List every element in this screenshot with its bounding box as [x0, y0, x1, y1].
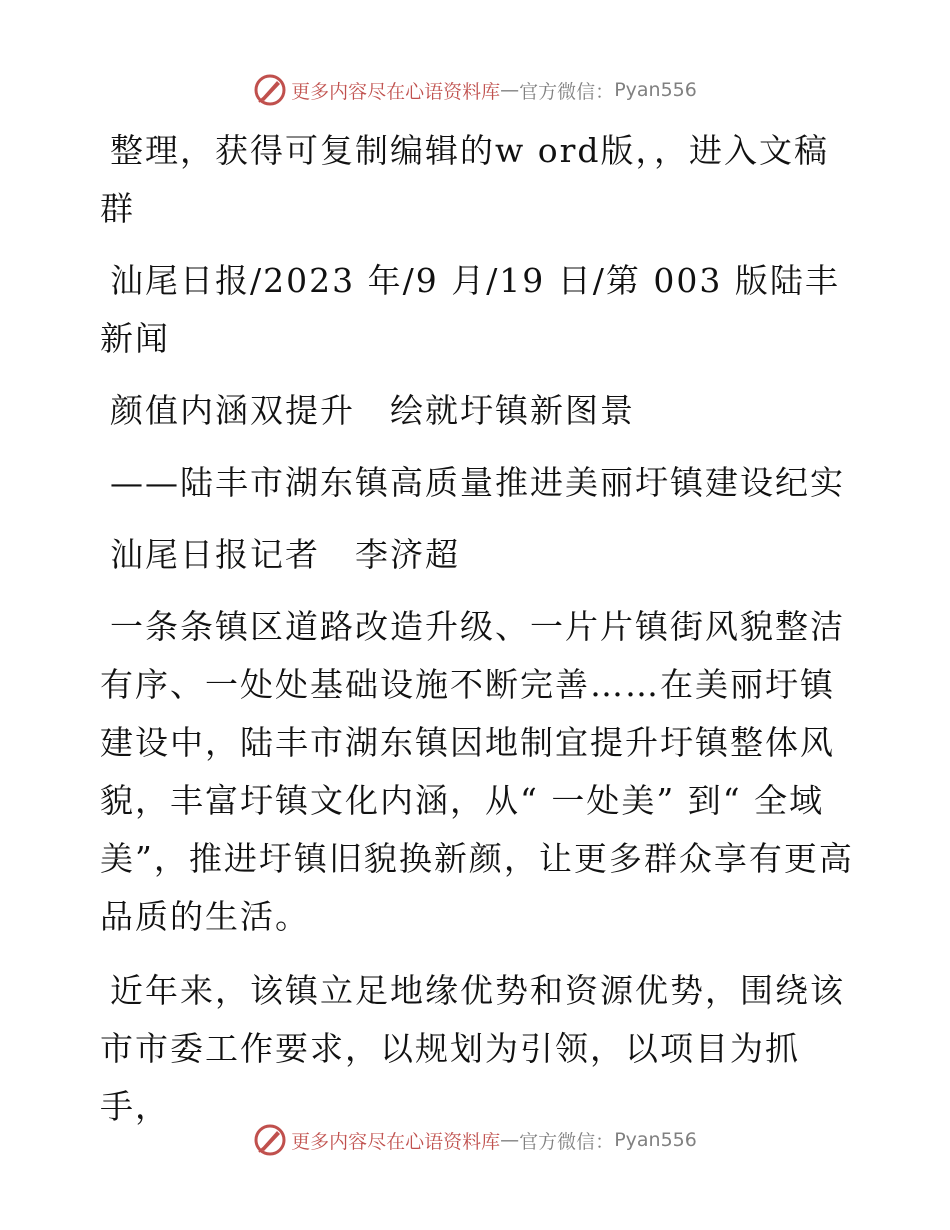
article-subheadline: ——陆丰市湖东镇高质量推进美丽圩镇建设纪实	[110, 463, 845, 502]
article-byline: 汕尾日报记者 李济超	[110, 535, 460, 574]
body-paragraph: 一条条镇区道路改造升级、一片片镇街风貌整洁有序、一处处基础设施不断完善……在美丽圩镇建设中，陆丰市湖东镇因地制宜提升圩镇整体风貌，丰富圩镇文化内涵，从“ 一处美” 到“ 全域美”，推进圩镇旧貌换新颜，让更多群众享有更高品质的生活。	[100, 607, 854, 936]
intro-note: 整理，获得可复制编辑的w ord版，，进入文稿群	[100, 131, 830, 228]
source-line: 汕尾日报/2023 年/9 月/19 日/第 003 版陆丰新闻	[100, 261, 840, 358]
promo-text: 更多内容尽在心语资料库	[291, 80, 501, 103]
header-banner	[0, 70, 950, 110]
article-headline: 颜值内涵双提升 绘就圩镇新图景	[110, 391, 635, 430]
wechat-id: Pyan556	[614, 1129, 697, 1151]
body-paragraph: 近年来，该镇立足地缘优势和资源优势，围绕该市市委工作要求，以规划为引领，以项目为抓手，	[100, 971, 845, 1126]
wechat-id: Pyan556	[614, 79, 697, 101]
banner-separator: —	[500, 1129, 520, 1151]
article-body	[100, 122, 860, 1136]
wechat-label: 官方微信：	[519, 1130, 615, 1153]
promo-text: 更多内容尽在心语资料库	[291, 1130, 501, 1153]
pen-feather-logo-icon	[253, 1123, 287, 1157]
footer-banner	[0, 1120, 950, 1160]
wechat-label: 官方微信：	[519, 80, 615, 103]
pen-feather-logo-icon	[253, 73, 287, 107]
banner-separator: —	[500, 79, 520, 101]
